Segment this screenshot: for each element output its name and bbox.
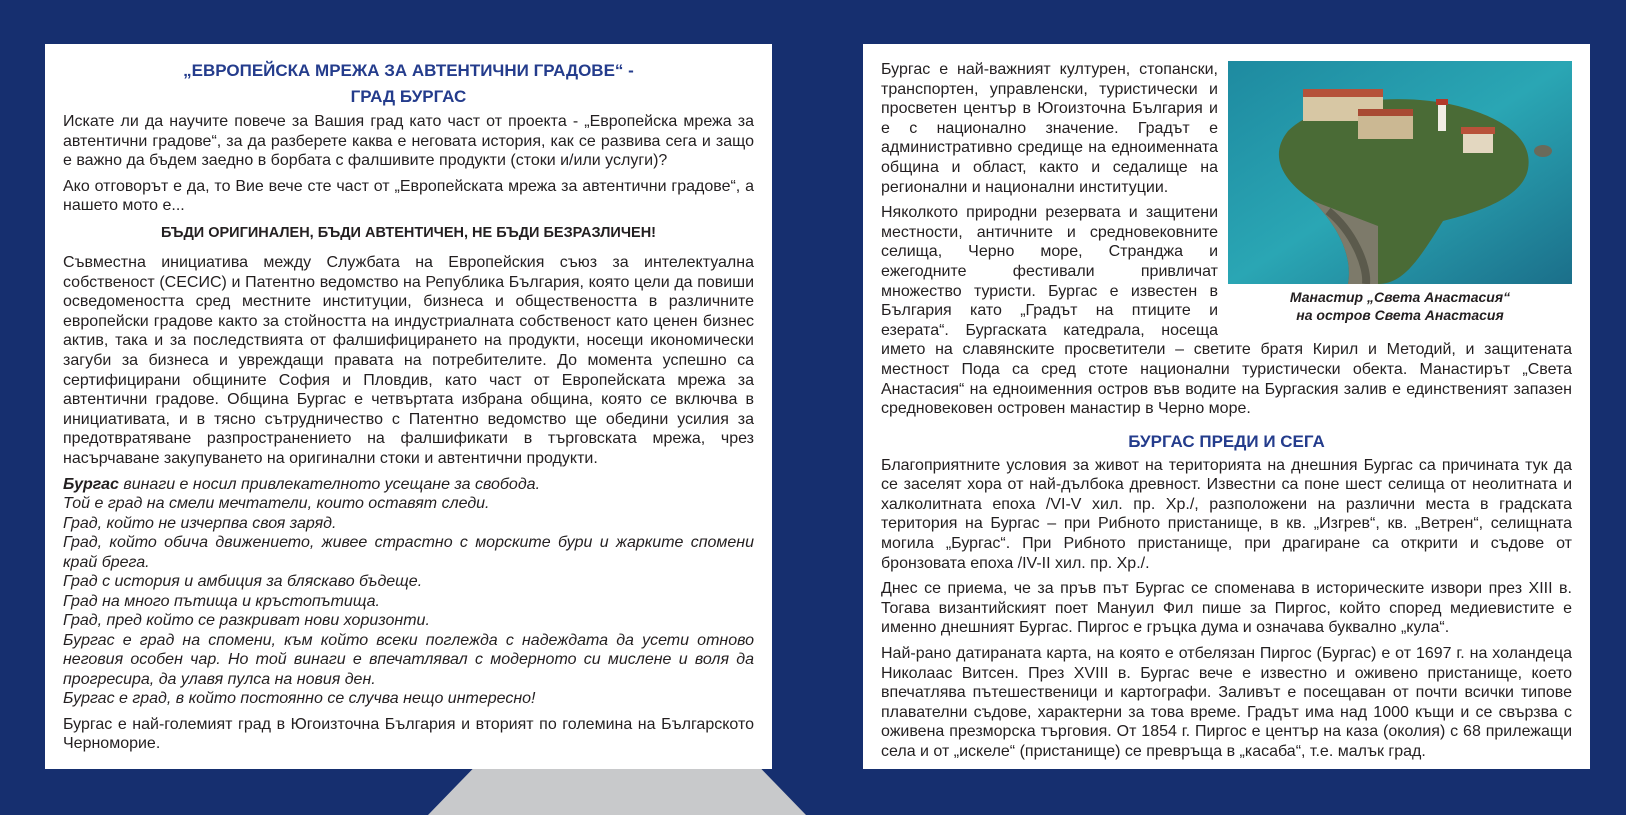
intro-paragraph-2: Ако отговорът е да, то Вие вече сте част от „Европейската мрежа за автентични градове“, а нашето мото е...	[63, 177, 754, 215]
poem-line-1: винаги е носил привлекателното усещане за свобода.	[118, 475, 541, 493]
slogan: БЪДИ ОРИГИНАЛЕН, БЪДИ АВТЕНТИЧЕН, НЕ БЪДИ БЕЗРАЗЛИЧЕН!	[160, 224, 657, 241]
page-title-line1: „ЕВРОПЕЙСКА МРЕЖА ЗА АВТЕНТИЧНИ ГРАДОВЕ“ -	[183, 61, 634, 80]
photo-caption-line1: Манастир „Света Анастасия“	[1289, 289, 1511, 305]
poem-line-3: Град, който не изчерпва своя заряд.	[63, 514, 337, 532]
poem-line-2: Той е град на смели мечтатели, които оставят следи.	[63, 495, 490, 512]
right-page	[863, 44, 1590, 769]
left-page	[45, 44, 772, 769]
photo-caption-line2: на остров Света Анастасия	[1296, 307, 1504, 323]
poem-line	[63, 475, 754, 495]
paragraph-2: Няколкото природни резервата и защитени местности, античните и средновековните селища, Черно море, Странджа и ежегодните фестивали привличат множество туристи. Бургас е известен в България като „Градът на птиците и езерата“. Бургаската катедрала, носеща името на славянските просветители – светите братя Кирил и Методий, и защитената местност Пода са сред стоте национални туристически обекта. Манастирът „Света Анастасия“ на едноименния остров във водите на Бургаския залив е единственият запазен средновековен островен манастир в Черно море.	[881, 204, 1572, 418]
poem-line-9: Бургас е град, в който постоянно се случва нещо интересно!	[63, 690, 536, 707]
paragraph-5: Най-рано датираната карта, на която е отбелязан Пиргос (Бургас) е от 1697 г. на холандеца Николаас Витсен. През XVIII в. Бургас вече е известно и оживено пристанище, което впечатлява пътешественици и картографи. Заливът е посещаван от почти всички типове плавателни съдове, характерни за това време. Градът има над 1000 къщи и се свързва с оживена презморска търговия. От 1854 г. Пиргос е център на каза (околия) с 68 прилежащи села и от „искеле“ (пристанище) се превръща в „касаба“, т.е. малък град.	[881, 645, 1572, 760]
poem-lead-word: Бургас	[63, 475, 119, 493]
paragraph-4: Днес се приема, че за пръв път Бургас се споменава в историческите извори през XIII в. Тогава византийският поет Мануил Фил пише за Пиргос, който според медиевистите е именно днешният Бургас. Пиргос е гръцка дума и означава буквално „кула“.	[881, 580, 1572, 637]
initiative-paragraph: Съвместна инициатива между Службата на Европейския съюз за интелектуална собственост (СЕСИС) и Патентно ведомство на Република България, която цели да повиши осведомеността сред местните институции, бизнеса и обществеността в различните европейски градове както за стойността на индустриалната собственост като ценен бизнес актив, така и за последствията от фалшифицирането на продукти, носещи икономически загуби за бизнеса и увреждащи правата на потребителите. До момента успешно са сертифицирани общините София и Пловдив, като част от Европейската мрежа за автентични градове. Община Бургас е четвъртата избрана община, която се включва в инициативата, и в тясно сътрудничество с Патентно ведомство ще обедини усилия за предотвратяване разпространението на фалшификати в търговската мрежа, чрез насърчаване закупуването на оригинални стоки и автентични продукти.	[63, 253, 754, 467]
poem-line-7: Град, пред който се разкриват нови хоризонти.	[63, 612, 430, 629]
section-title: БУРГАС ПРЕДИ И СЕГА	[1128, 431, 1325, 451]
paragraph-3: Благоприятните условия за живот на територията на днешния Бургас са причината тук да се заселят хора от най-дълбока древност. Известни са поне шест селища от неолитната и халколитната епоха /VI-V хил. пр. Хр./, разположени на различни места в градската територия на Бургас – при Рибното пристанище, в кв. „Изгрев“, кв. „Ветрен“, селищната могила „Бургас“. При Рибното пристанище, при драгиране са открити и съдове от бронзовата епоха /IV-II хил. пр. Хр./.	[881, 456, 1572, 572]
poem-line-6: Град на много пътища и кръстопътища.	[63, 592, 380, 610]
intro-paragraph-1: Искате ли да научите повече за Вашия град като част от проекта - „Европейска мрежа за автентични градове“, за да разберете каква е неговата история, как се развива сега и защо е важно да бъдем заедно в борбата с фалшивите продукти (стоки и/или услуги)?	[63, 113, 754, 170]
poem-line-5: Град с история и амбиция за бляскаво бъдеще.	[63, 573, 423, 590]
closing-paragraph: Бургас е най-големият град в Югоизточна България и вторият по големина на Българското Черноморие.	[63, 715, 754, 753]
poem-block	[63, 475, 754, 709]
page-title-line2: ГРАД БУРГАС	[350, 87, 467, 106]
island-monastery-photo	[1228, 61, 1572, 284]
poem-line-4: Град, който обича движението, живее страстно с морските бури и жарките спомени край брега.	[63, 534, 754, 571]
paragraph-1: Бургас е най-важният културен, стопански, транспортен, управленски, туристически и просветен център в Югоизточна България и е с национално значение. Градът е административно средище на едноименната община и област, както и седалище на регионални и национални институции.	[881, 61, 1218, 196]
photo-figure	[1228, 61, 1572, 324]
poem-line-8: Бургас е град на спомени, към който всеки поглежда с надеждата да усети отново неговия особен чар. Но той винаги е впечатлявал с модерното си мислене и воля да прогресира, да улавя пулса на новия ден.	[63, 631, 754, 688]
